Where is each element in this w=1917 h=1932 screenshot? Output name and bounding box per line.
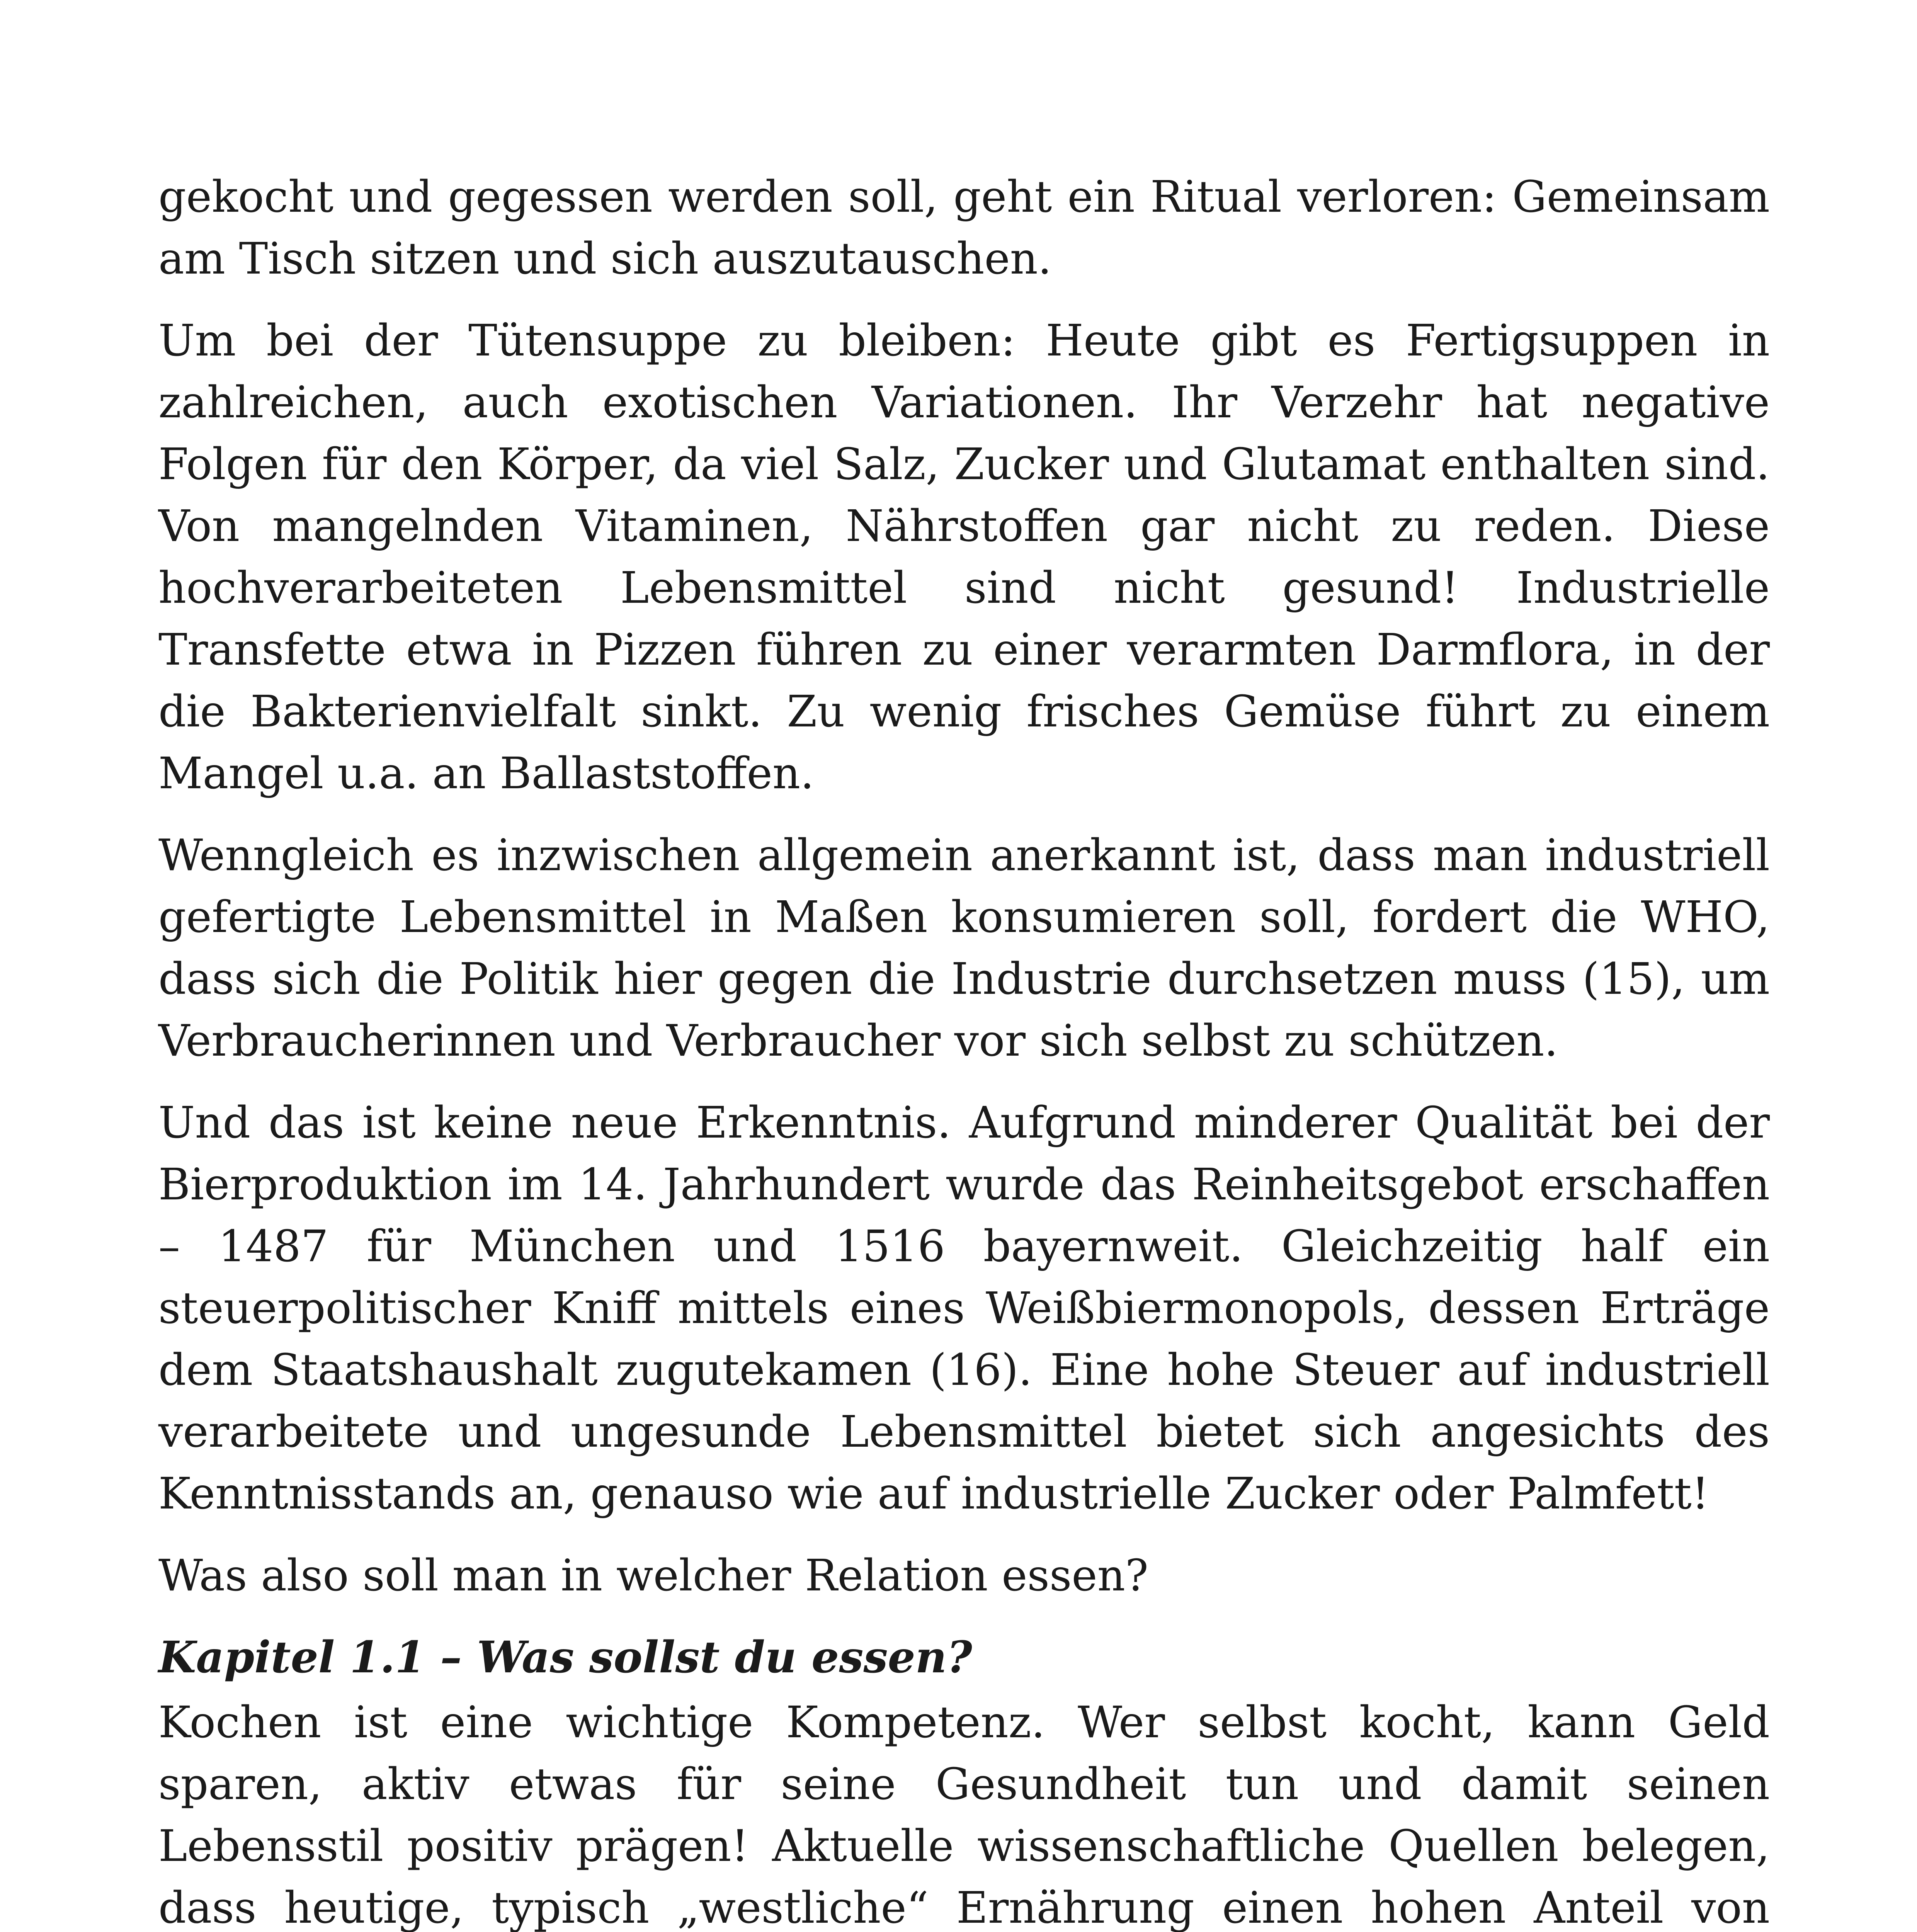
paragraph-who: Wenngleich es inzwischen allgemein anerkannt ist, dass man industriell gefertigte Lebensmittel in Maßen konsumieren soll, fordert die WHO, dass sich die Politik hier gegen die Industrie durchsetzen muss (15), um Verbraucherinnen und Verbraucher vor sich selbst zu schützen.	[158, 830, 1770, 1066]
paragraph-ritual: gekocht und gegessen werden soll, geht ein Ritual verloren: Gemeinsam am Tisch sitzen und sich auszutauschen.	[158, 172, 1770, 284]
paragraph-reinheitsgebot: Und das ist keine neue Erkenntnis. Aufgrund minderer Qualität bei der Bierproduktion im 14. Jahrhundert wurde das Reinheitsgebot erschaffen – 1487 für München und 1516 bayernweit. Gleichzeitig half ein steuerpolitischer Kniff mittels eines Weißbiermonopols, dessen Erträge dem Staatshaushalt zugutekamen (16). Eine hohe Steuer auf industriell verarbeitete und ungesunde Lebensmittel bietet sich angesichts des Kenntnisstands an, genauso wie auf industrielle Zucker oder Palmfett!	[158, 1098, 1770, 1519]
paragraph-kochen: Kochen ist eine wichtige Kompetenz. Wer selbst kocht, kann Geld sparen, aktiv etwas für seine Gesundheit tun und damit seinen Lebensstil positiv prägen! Aktuelle wissenschaftliche Quellen belegen, dass heutige, typisch „westliche“ Ernährung einen hohen Anteil von	[158, 1697, 1770, 1932]
chapter-heading: Kapitel 1.1 – Was sollst du essen?	[158, 1632, 972, 1683]
paragraph-tuetensuppe: Um bei der Tütensuppe zu bleiben: Heute gibt es Fertigsuppen in zahlreichen, auch exotischen Variationen. Ihr Verzehr hat negative Folgen für den Körper, da viel Salz, Zucker und Glutamat enthalten sind. Von mangelnden Vitaminen, Nährstoffen gar nicht zu reden. Diese hochverarbeiteten Lebensmittel sind nicht gesund! Industrielle Transfette etwa in Pizzen führen zu einer verarmten Darmflora, in der die Bakterienvielfalt sinkt. Zu wenig frisches Gemüse führt zu einem Mangel u.a. an Ballaststoffen.	[158, 316, 1770, 799]
paragraph-question: Was also soll man in welcher Relation essen?	[158, 1551, 1148, 1601]
page-content	[158, 166, 1770, 1932]
